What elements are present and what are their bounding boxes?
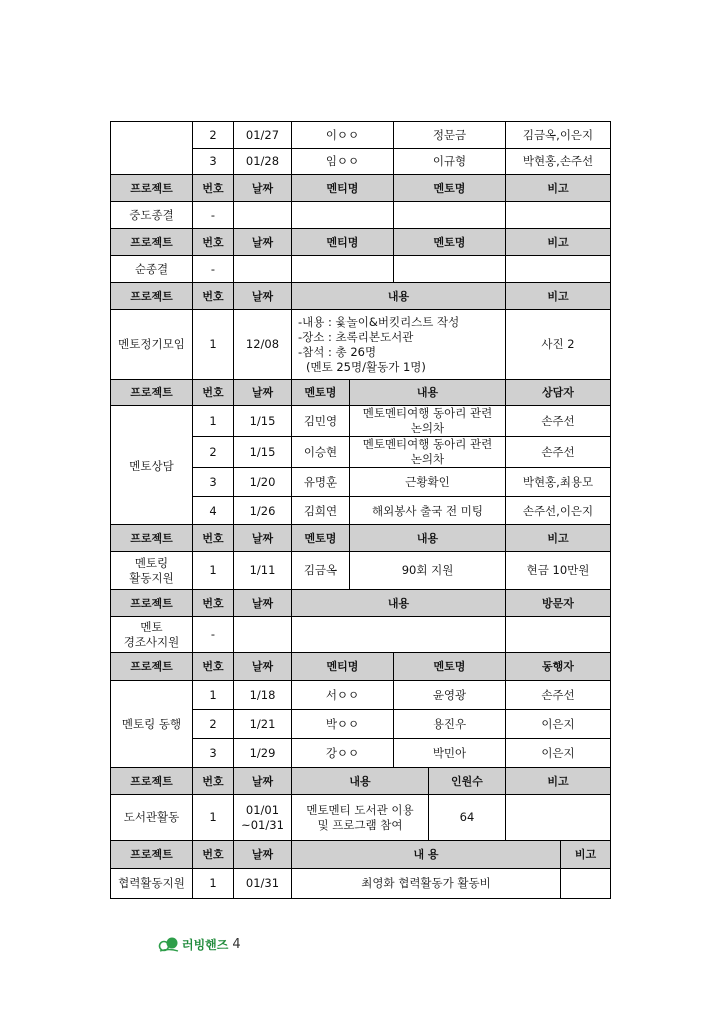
cell-project: 중도종결 [111,202,193,229]
project-line: 활동지원 [129,570,174,585]
cell-num: 2 [193,710,234,739]
cell-content [350,406,506,437]
content-line: 멘토멘티여행 동아리 관련 [362,437,493,451]
header-num: 번호 [193,525,234,552]
cell-mentor: 김금옥 [292,552,350,590]
header-num: 번호 [193,768,234,795]
header-content: 내용 [350,525,506,552]
cell-num: 2 [193,437,234,468]
header-date: 날짜 [234,590,292,617]
header-mentor: 멘토명 [394,175,506,202]
cell-num: 3 [193,468,234,497]
header-mentor: 멘토명 [292,525,350,552]
content-line: 멘토멘티 도서관 이용 [306,802,414,817]
table-condolence-support [110,589,611,653]
cell-date: 01/28 [234,149,292,175]
cell-date: 12/08 [234,310,292,380]
content-line: 멘토멘티여행 동아리 관련 [362,406,493,420]
header-row [111,768,611,795]
cell-num: - [193,256,234,283]
content-line: 및 프로그램 참여 [317,817,403,832]
table-row [111,869,611,899]
cell-date [234,795,292,841]
cell-note: 박현홍,손주선 [506,149,611,175]
project-line: 멘토링 [134,555,169,570]
header-project: 프로젝트 [111,283,193,310]
table-cooperative-support [110,840,611,899]
cell-mentor: 김희연 [292,497,350,527]
cell-counselor: 손주선 [506,437,611,468]
header-row [111,525,611,552]
cell-project: 도서관활동 [111,795,193,841]
header-content: 내용 [292,283,506,310]
cell-num: 2 [193,122,234,149]
cell-counselor: 손주선,이은지 [506,497,611,527]
cell-project [111,617,193,653]
table-row [111,256,611,283]
header-companion: 동행자 [506,653,611,681]
cell-num: 1 [193,406,234,437]
header-project: 프로젝트 [111,380,193,406]
page-footer [158,934,241,954]
header-num: 번호 [193,229,234,256]
cell-num: 1 [193,681,234,710]
cell-mentee: 박ㅇㅇ [292,710,394,739]
cell-num: 3 [193,149,234,175]
cell-note [506,202,611,229]
cell-mentor: 이승현 [292,437,350,468]
cell-content [292,617,506,653]
cell-date [234,256,292,283]
cell-date [234,617,292,653]
page-number: 4 [232,936,241,952]
header-num: 번호 [193,283,234,310]
header-counselor: 상담자 [506,380,611,406]
cell-note: 현금 10만원 [506,552,611,590]
header-note: 비고 [506,768,611,795]
header-project: 프로젝트 [111,768,193,795]
cell-companion: 이은지 [506,710,611,739]
header-content: 내용 [292,768,429,795]
header-project: 프로젝트 [111,653,193,681]
cell-num: 1 [193,552,234,590]
cell-date: 1/15 [234,406,292,437]
cell-mentee: 임ㅇㅇ [292,149,394,175]
cell-mentee: 강ㅇㅇ [292,739,394,768]
cell-mentor: 용진우 [394,710,506,739]
header-date: 날짜 [234,841,292,869]
cell-date: 1/20 [234,468,292,497]
header-date: 날짜 [234,653,292,681]
content-line: -내용 : 윷놀이&버킷리스트 작성 [298,314,460,329]
cell-mentee [292,202,394,229]
table-row [111,795,611,841]
cell-date: 1/21 [234,710,292,739]
header-content: 내 용 [292,841,561,869]
cell-project: 멘토상담 [111,406,193,527]
cell-count: 64 [429,795,506,841]
table-midway-termination [110,174,611,229]
header-num: 번호 [193,175,234,202]
table-row [111,310,611,380]
cell-project: 협력활동지원 [111,869,193,899]
header-date: 날짜 [234,380,292,406]
header-project: 프로젝트 [111,229,193,256]
header-mentor: 멘토명 [394,653,506,681]
table-row [111,552,611,590]
table-normal-end [110,228,611,283]
cell-num: 4 [193,497,234,527]
cell-note [506,795,611,841]
header-note: 비고 [506,229,611,256]
header-date: 날짜 [234,175,292,202]
cell-mentor: 윤영광 [394,681,506,710]
header-num: 번호 [193,590,234,617]
cell-note [506,256,611,283]
cell-note: 김금옥,이은지 [506,122,611,149]
table-row [111,617,611,653]
header-date: 날짜 [234,229,292,256]
cell-date: 1/15 [234,437,292,468]
table-row [111,406,611,437]
cell-content: 최영화 협력활동가 활동비 [292,869,561,899]
header-num: 번호 [193,841,234,869]
date-line: 01/01 [245,802,280,817]
header-row [111,380,611,406]
cell-date: 1/26 [234,497,292,527]
header-note: 비고 [506,175,611,202]
cell-num: 1 [193,869,234,899]
cell-date: 1/11 [234,552,292,590]
content-line: 논의차 [410,452,445,466]
header-row [111,229,611,256]
cell-mentee: 이ㅇㅇ [292,122,394,149]
header-date: 날짜 [234,283,292,310]
cell-num: 1 [193,795,234,841]
cell-date: 1/29 [234,739,292,768]
cell-content: 90회 지원 [350,552,506,590]
hands-logo-icon [158,935,180,953]
header-num: 번호 [193,380,234,406]
cell-mentor: 이규형 [394,149,506,175]
cell-date [234,202,292,229]
cell-project: 멘토링 동행 [111,681,193,768]
header-mentor: 멘토명 [394,229,506,256]
table-regular-meeting [110,282,611,380]
cell-counselor: 손주선 [506,406,611,437]
header-note: 비고 [506,525,611,552]
header-row [111,590,611,617]
content-line: -참석 : 총 26명 [298,344,377,359]
cell-num: 1 [193,310,234,380]
cell-content: 해외봉사 출국 전 미팅 [350,497,506,527]
header-row [111,283,611,310]
header-visitor: 방문자 [506,590,611,617]
content-line: -장소 : 초록리본도서관 [298,329,414,344]
cell-date: 01/27 [234,122,292,149]
cell-date: 01/31 [234,869,292,899]
header-count: 인원수 [429,768,506,795]
header-content: 내용 [292,590,506,617]
cell-date: 1/18 [234,681,292,710]
header-mentor: 멘토명 [292,380,350,406]
header-project: 프로젝트 [111,175,193,202]
content-line: 논의차 [410,421,445,435]
cell-mentor: 유명훈 [292,468,350,497]
header-row [111,175,611,202]
cell-num: 3 [193,739,234,768]
cell-num: - [193,617,234,653]
header-row [111,841,611,869]
cell-mentor [394,202,506,229]
header-note: 비고 [506,283,611,310]
cell-companion: 손주선 [506,681,611,710]
project-cell-empty [111,122,193,175]
header-mentee: 멘티명 [292,229,394,256]
logo-text: 러빙핸즈 [182,937,229,952]
cell-num: - [193,202,234,229]
cell-content [292,310,506,380]
table-row [111,202,611,229]
header-num: 번호 [193,653,234,681]
header-row [111,653,611,681]
cell-mentor [394,256,506,283]
cell-mentor: 정문금 [394,122,506,149]
content-line: (멘토 25명/활동가 1명) [306,359,426,374]
cell-note [561,869,611,899]
header-note: 비고 [561,841,611,869]
table-mentor-counseling [110,379,611,527]
table-accompaniment [110,652,611,768]
cell-project [111,552,193,590]
table-library-activity [110,767,611,841]
cell-project: 멘토정기모임 [111,310,193,380]
cell-counselor: 박현홍,최용모 [506,468,611,497]
table-activity-support [110,524,611,590]
header-date: 날짜 [234,768,292,795]
table-row [111,122,611,149]
header-project: 프로젝트 [111,841,193,869]
cell-mentee [292,256,394,283]
date-line: ~01/31 [241,817,284,832]
cell-content [292,795,429,841]
table-row [111,681,611,710]
header-mentee: 멘티명 [292,653,394,681]
cell-visitor [506,617,611,653]
table-continued [110,121,611,175]
project-line: 경조사지원 [123,634,180,649]
header-content: 내용 [350,380,506,406]
cell-content: 근황확인 [350,468,506,497]
cell-mentor: 박민아 [394,739,506,768]
header-mentee: 멘티명 [292,175,394,202]
cell-project: 순종결 [111,256,193,283]
header-project: 프로젝트 [111,590,193,617]
project-line: 멘토 [140,619,163,634]
cell-mentee: 서ㅇㅇ [292,681,394,710]
cell-note: 사진 2 [506,310,611,380]
cell-companion: 이은지 [506,739,611,768]
header-date: 날짜 [234,525,292,552]
header-project: 프로젝트 [111,525,193,552]
cell-content [350,437,506,468]
cell-mentor: 김민영 [292,406,350,437]
